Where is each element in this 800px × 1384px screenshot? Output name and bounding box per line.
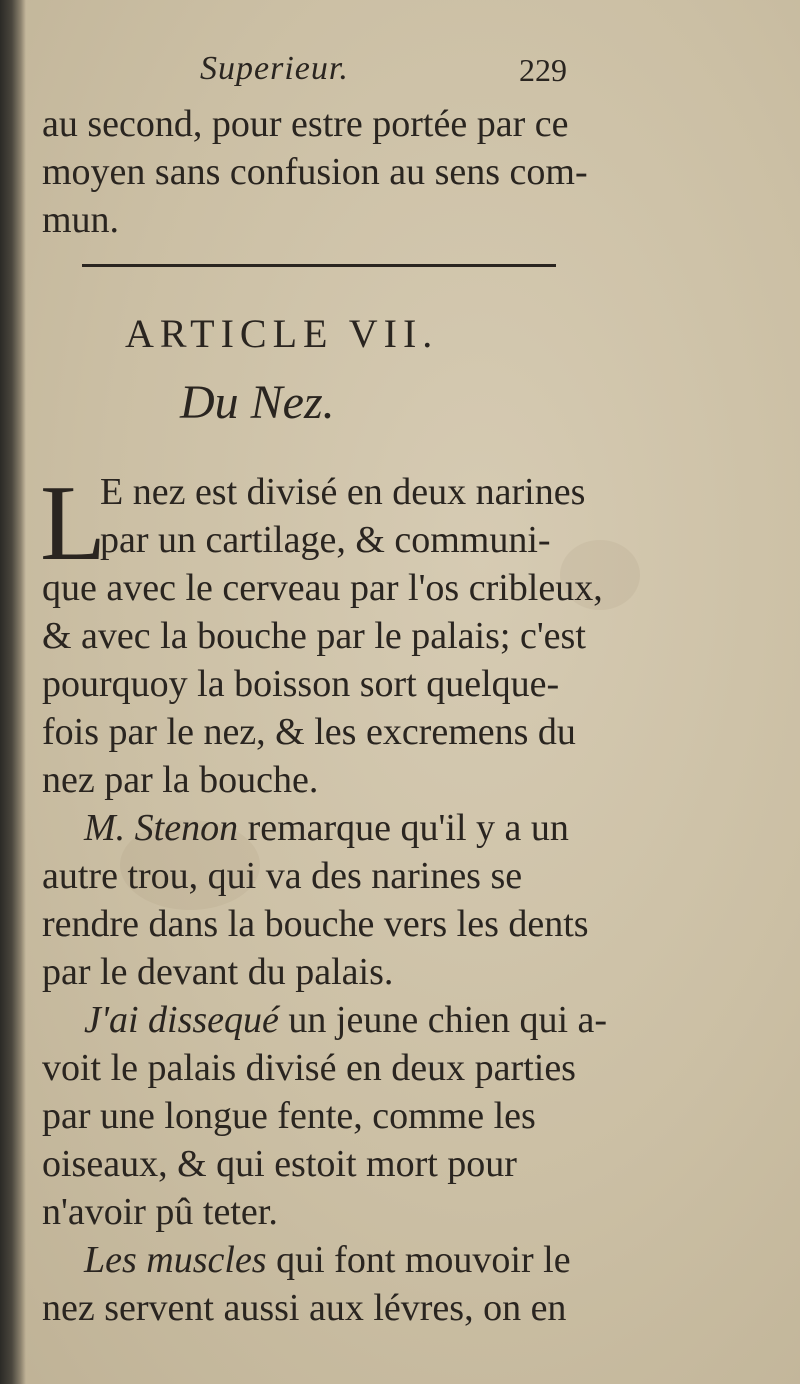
- text-line: rendre dans la bouche vers les dents: [42, 903, 589, 945]
- page-header: [0, 48, 800, 98]
- text-span: un jeune chien qui a-: [278, 999, 608, 1041]
- text-line: n'avoir pû teter.: [42, 1191, 278, 1233]
- text-line: par un cartilage, & communi-: [100, 519, 551, 561]
- italic-lead: J'ai dissequé: [84, 999, 279, 1041]
- text-line: [84, 1236, 571, 1284]
- text-line: nez par la bouche.: [42, 759, 319, 801]
- text-line: oiseaux, & qui estoit mort pour: [42, 1143, 517, 1185]
- text-span: remarque qu'il y a un: [238, 807, 569, 849]
- text-span: qui font mouvoir le: [266, 1239, 571, 1281]
- text-line: E nez est divisé en deux narines: [100, 471, 586, 513]
- text-line: voit le palais divisé en deux parties: [42, 1047, 576, 1089]
- text-line: au second, pour estre portée par ce: [42, 103, 569, 145]
- running-title: Superieur.: [200, 50, 349, 87]
- text-line: pourquoy la boisson sort quelque-: [42, 663, 560, 705]
- horizontal-rule: [82, 264, 556, 267]
- text-line: mun.: [42, 199, 120, 241]
- text-line: moyen sans confusion au sens com-: [42, 151, 588, 193]
- section-title: Du Nez.: [180, 376, 335, 429]
- text-line: [84, 996, 607, 1044]
- text-line: par le devant du palais.: [42, 951, 394, 993]
- italic-lead: Les muscles: [84, 1239, 267, 1281]
- book-binding-shadow: [0, 0, 26, 1384]
- text-line: autre trou, qui va des narines se: [42, 855, 523, 897]
- text-line: par une longue fente, comme les: [42, 1095, 536, 1137]
- text-line: [84, 804, 569, 852]
- article-heading: ARTICLE VII.: [125, 311, 439, 356]
- text-line: que avec le cerveau par l'os cribleux,: [42, 567, 603, 609]
- page-number: 229: [519, 52, 567, 88]
- italic-lead: M. Stenon: [84, 807, 239, 849]
- drop-cap: L: [40, 464, 106, 583]
- text-line: fois par le nez, & les excremens du: [42, 711, 576, 753]
- text-line: nez servent aussi aux lévres, on en: [42, 1287, 567, 1329]
- text-line: & avec la bouche par le palais; c'est: [42, 615, 586, 657]
